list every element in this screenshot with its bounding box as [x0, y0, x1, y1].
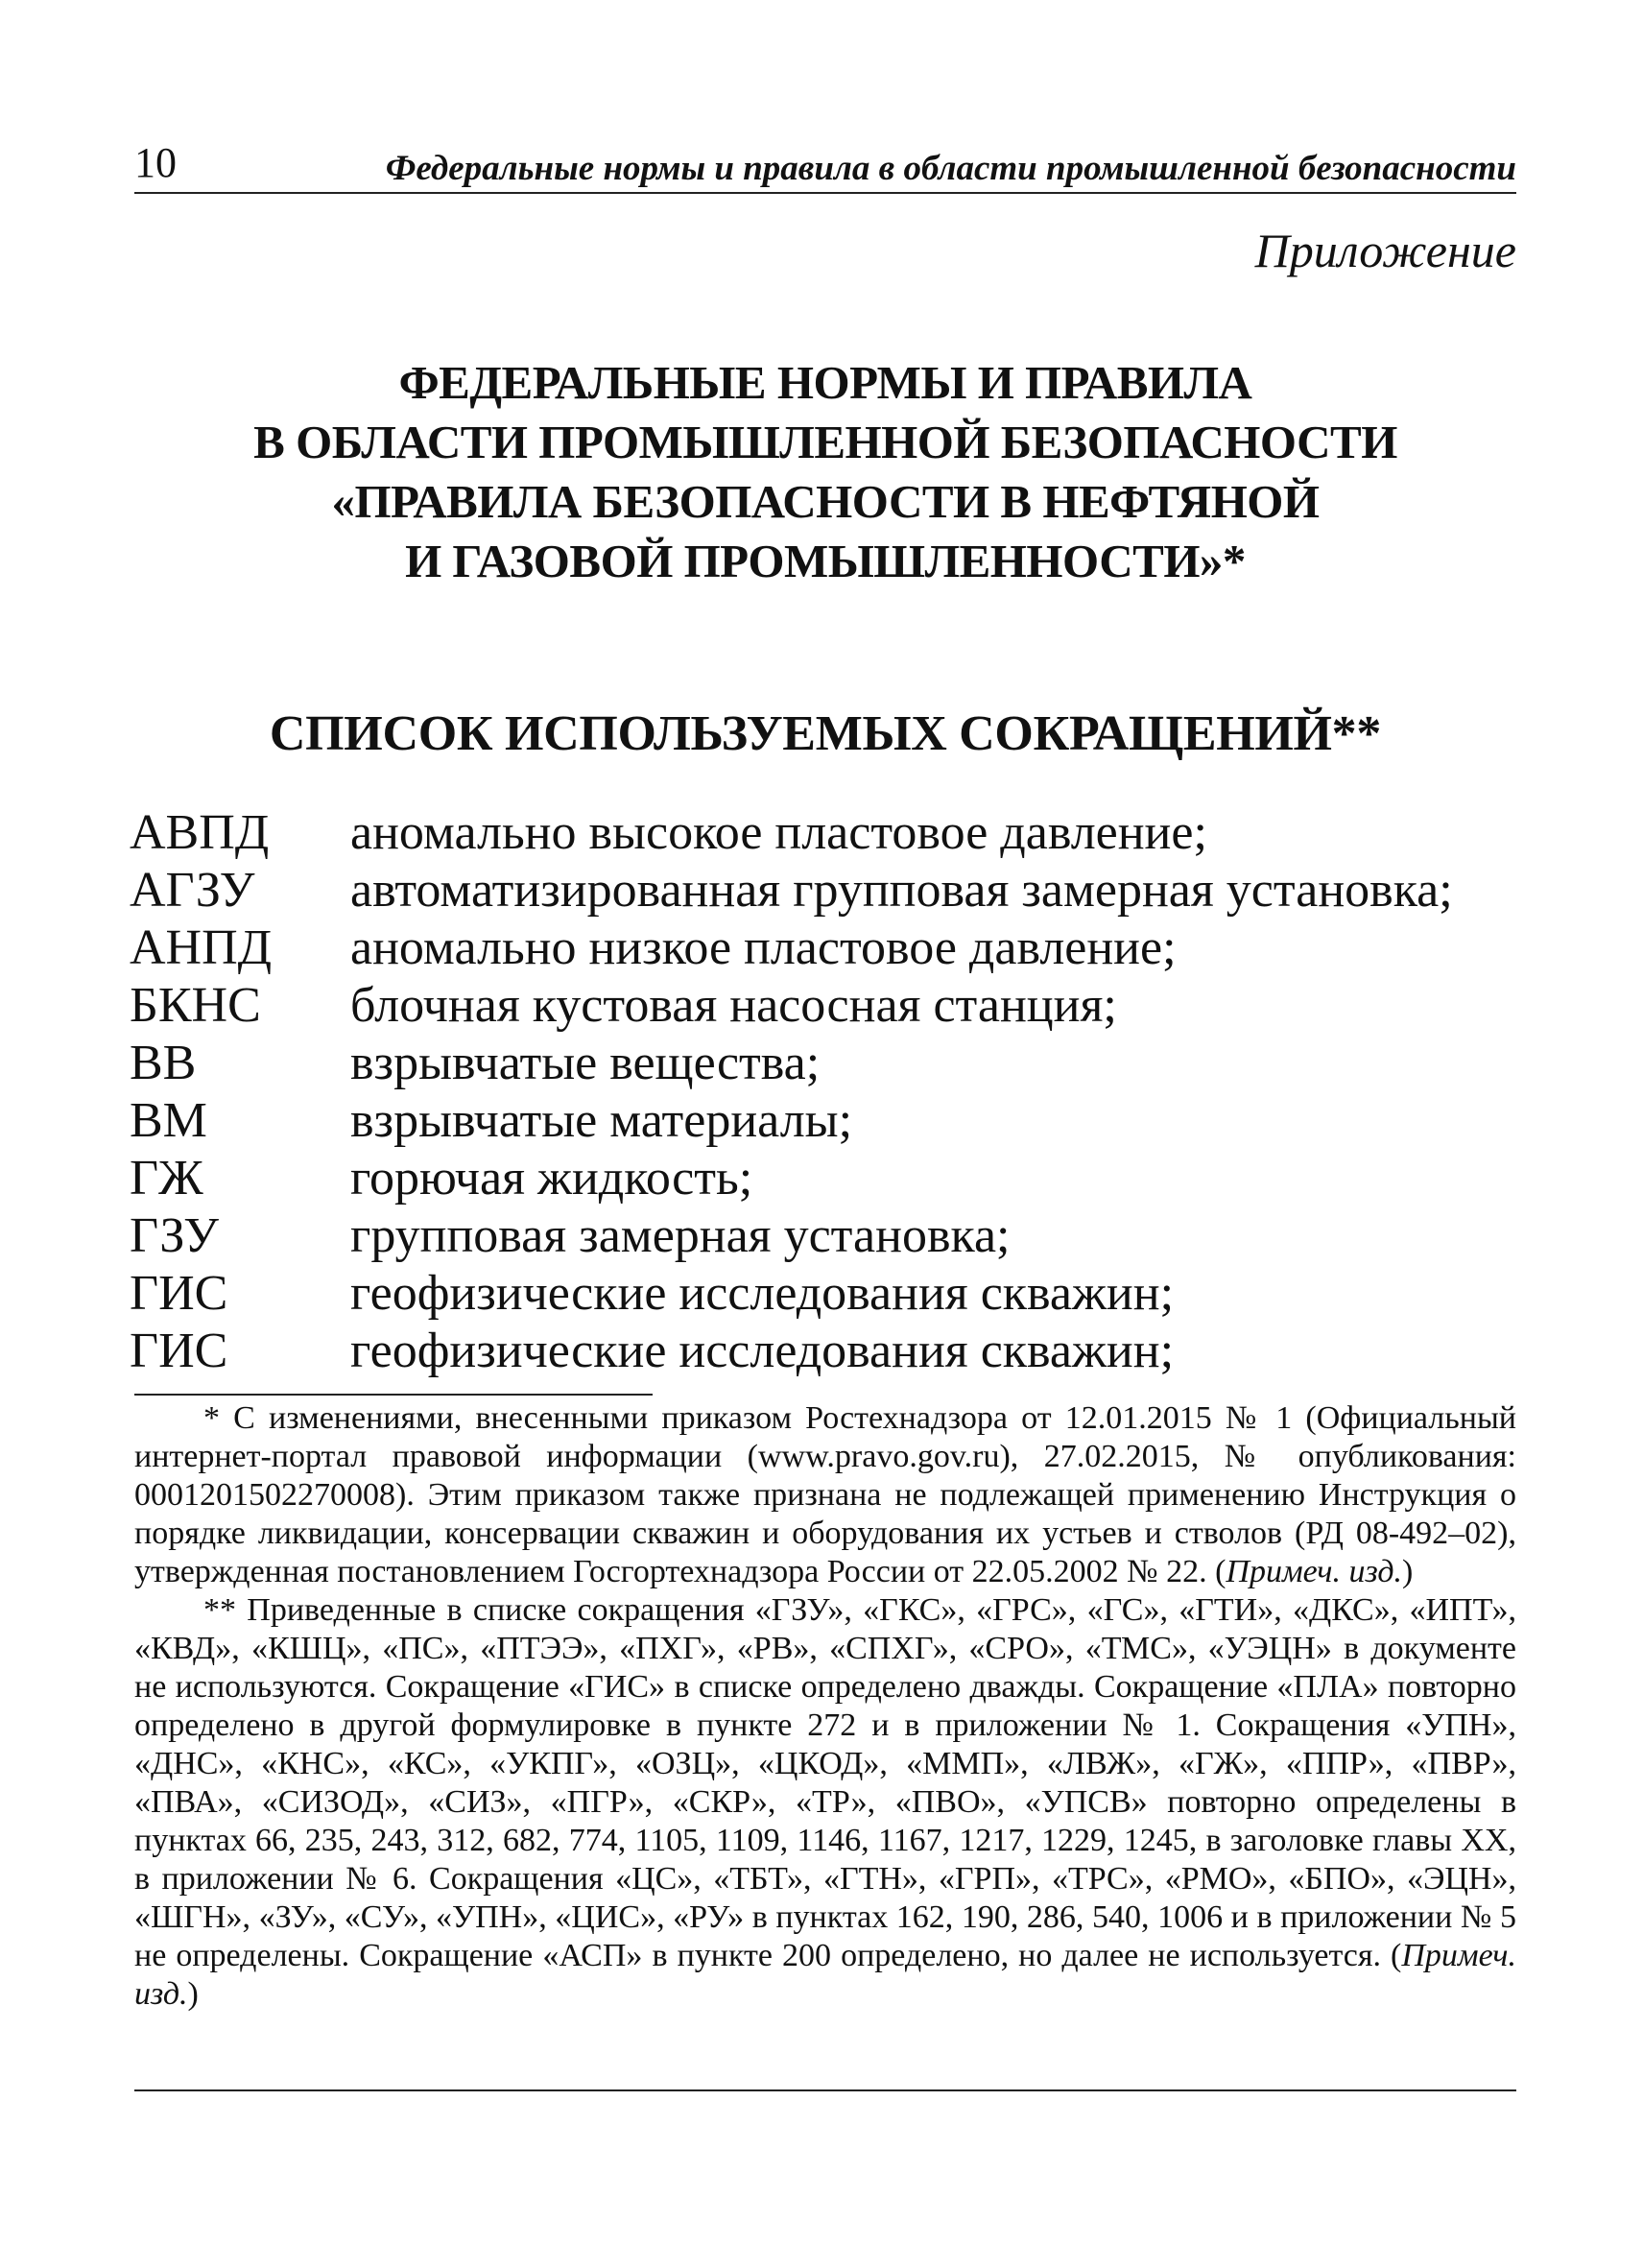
- abbreviation-row: [130, 804, 1521, 862]
- abbreviation-term: ГИС: [130, 1324, 228, 1378]
- running-header: [134, 134, 1516, 194]
- publisher-note: Примеч. изд.: [1226, 1554, 1403, 1589]
- abbreviation-definition: автоматизированная групповая замерная установка;: [350, 863, 1453, 918]
- abbreviation-row: [130, 919, 1521, 977]
- abbreviation-definition: аномально низкое пластовое давление;: [350, 920, 1177, 975]
- abbreviation-row: [130, 862, 1521, 919]
- abbreviation-definition: геофизические исследования скважин;: [350, 1266, 1175, 1321]
- abbreviation-term: ВВ: [130, 1036, 197, 1090]
- footnote-separator: [134, 1394, 653, 1396]
- abbreviation-term: ВМ: [130, 1093, 207, 1148]
- abbreviation-row: [130, 1207, 1521, 1265]
- abbreviation-definition: блочная кустовая насосная станция;: [350, 978, 1117, 1033]
- title-line: «ПРАВИЛА БЕЗОПАСНОСТИ В НЕФТЯНОЙ: [331, 475, 1320, 528]
- abbreviation-row: [130, 1323, 1521, 1380]
- abbreviation-definition: взрывчатые вещества;: [350, 1036, 821, 1090]
- page-number: 10: [134, 139, 177, 186]
- footnote-text-end: ): [1402, 1554, 1414, 1589]
- abbreviation-term: ГЗУ: [130, 1208, 219, 1263]
- abbreviation-definition: геофизические исследования скважин;: [350, 1324, 1175, 1378]
- abbreviation-row: [130, 977, 1521, 1035]
- abbreviations-heading: СПИСОК ИСПОЛЬЗУЕМЫХ СОКРАЩЕНИЙ**: [269, 706, 1382, 761]
- appendix-label: Приложение: [1254, 224, 1516, 277]
- title-line: ФЕДЕРАЛЬНЫЕ НОРМЫ И ПРАВИЛА: [398, 356, 1252, 409]
- footnote-text: * С изменениями, внесенными приказом Ростехнадзора от 12.01.2015 № 1 (Официальный интернет-портал правовой информации (www.pravo.gov.ru), 27.02.2015, № опубликования: 0001201502270008). Этим приказом также признана не подлежащей применению Инструкция о порядке ликвидации, консервации скважин и оборудования их устьев и стволов (РД 08-492–02), утвержденная постановлением Госгортехнадзора России от 22.05.2002 № 22. (: [134, 1400, 1516, 1589]
- document-title: [134, 353, 1516, 591]
- title-line: В ОБЛАСТИ ПРОМЫШЛЕННОЙ БЕЗОПАСНОСТИ: [253, 416, 1397, 468]
- abbreviations-list: [130, 804, 1521, 1380]
- footnotes: [134, 1399, 1516, 2014]
- abbreviation-definition: групповая замерная установка;: [350, 1208, 1011, 1263]
- footnote-text-end: ): [187, 1976, 199, 2012]
- abbreviation-row: [130, 1035, 1521, 1092]
- abbreviation-term: ГИС: [130, 1266, 228, 1321]
- abbreviation-row: [130, 1150, 1521, 1207]
- title-line: И ГАЗОВОЙ ПРОМЫШЛЕННОСТИ»*: [405, 535, 1246, 587]
- footnote-2: [134, 1591, 1516, 2014]
- abbreviation-definition: аномально высокое пластовое давление;: [350, 805, 1207, 860]
- footnote-text: ** Приведенные в списке сокращения «ГЗУ», «ГКС», «ГРС», «ГС», «ГТИ», «ДКС», «ИПТ», «КВД», «КШЦ», «ПС», «ПТЭЭ», «ПХГ», «РВ», «СПХГ», «СРО», «ТМС», «УЭЦН» в документе не используются. Сокращение «ГИС» в списке определено дважды. Сокращение «ПЛА» повторно определено в другой формулировке в пункте 272 и в приложении № 1. Сокращения «УПН», «ДНС», «КНС», «КС», «УКПГ», «ОЗЦ», «ЦКОД», «ММП», «ЛВЖ», «ГЖ», «ППР», «ПВР», «ПВА», «СИЗОД», «СИЗ», «ПГР», «СКР», «ТР», «ПВО», «УПСВ» повторно определены в пунктах 66, 235, 243, 312, 682, 774, 1105, 1109, 1146, 1167, 1217, 1229, 1245, в заголовке главы XX, в приложении № 6. Сокращения «ЦС», «ТБТ», «ГТН», «ГРП», «ТРС», «РМО», «БПО», «ЭЦН», «ШГН», «ЗУ», «СУ», «УПН», «ЦИС», «РУ» в пунктах 162, 190, 286, 540, 1006 и в приложении № 5 не определены. Сокращение «АСП» в пункте 200 определено, но далее не используется. (: [134, 1592, 1516, 1973]
- publisher-note: Примеч. изд.: [134, 1938, 1516, 2012]
- abbreviation-row: [130, 1092, 1521, 1150]
- abbreviation-term: АГЗУ: [130, 863, 255, 918]
- abbreviation-definition: горючая жидкость;: [350, 1151, 753, 1206]
- abbreviation-term: АНПД: [130, 920, 273, 975]
- footnote-1: [134, 1399, 1516, 1591]
- abbreviation-term: АВПД: [130, 805, 270, 860]
- abbreviation-term: ГЖ: [130, 1151, 203, 1206]
- abbreviation-term: БКНС: [130, 978, 261, 1033]
- abbreviation-row: [130, 1265, 1521, 1323]
- abbreviation-definition: взрывчатые материалы;: [350, 1093, 853, 1148]
- running-title: Федеральные нормы и правила в области промышленной безопасности: [385, 149, 1516, 188]
- bottom-rule: [134, 2089, 1516, 2091]
